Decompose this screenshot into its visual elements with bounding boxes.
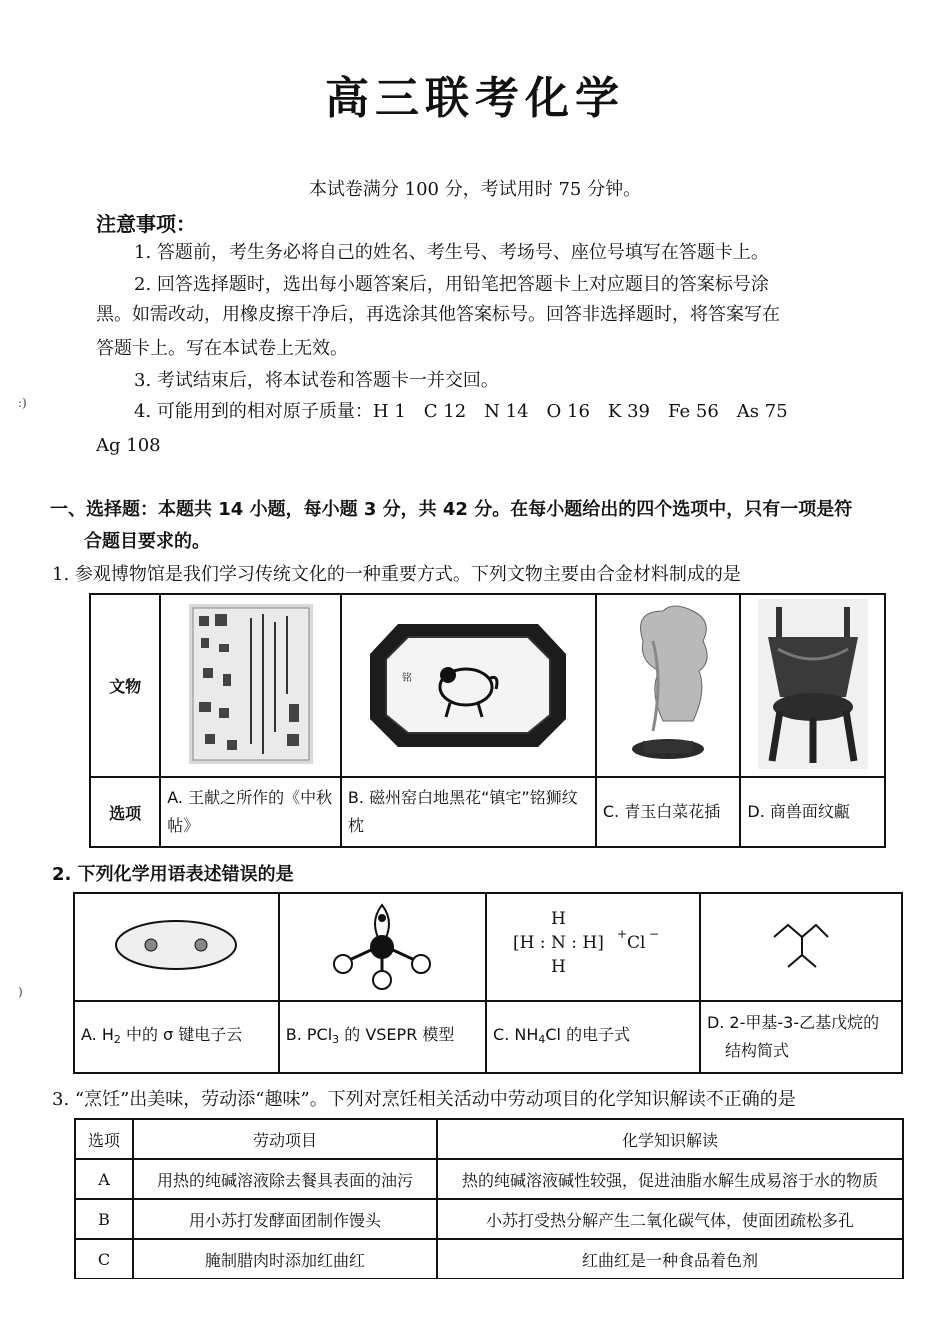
q2-option-d-text: D. 2-甲基-3-乙基戊烷的 bbox=[706, 1013, 880, 1032]
svg-text:铭: 铭 bbox=[402, 672, 413, 684]
lewis-cl-charge: − bbox=[648, 927, 660, 941]
q1-option-b: B. 磁州窑白地黑花“镇宅”铭狮纹枕 bbox=[341, 777, 596, 847]
page-title: 高三联考化学 bbox=[325, 73, 625, 124]
subscript: 2 bbox=[113, 1032, 121, 1046]
note-item-2-end: 答题卡上。写在本试卷上无效。 bbox=[96, 338, 348, 359]
q2-option-a-text: 中的 σ 键电子云 bbox=[120, 1024, 243, 1044]
q2-option-c-text: C. NH bbox=[493, 1024, 539, 1044]
q1-stem: 1. 参观博物馆是我们学习传统文化的一种重要方式。下列文物主要由合金材料制成的是 bbox=[52, 564, 741, 585]
q3-cell: 热的纯碱溶液碱性较强，促进油脂水解生成易溶于水的物质 bbox=[437, 1159, 903, 1199]
note-item-3: 3. 考试结束后，将本试卷和答题卡一并交回。 bbox=[134, 370, 499, 391]
notes-heading: 注意事项： bbox=[96, 212, 196, 236]
q3-stem-text: 3. “烹饪”出美味，劳动添“趣味”。下列对烹饪相关活动中劳动项目的化学知识解读不正确的是 bbox=[52, 1089, 796, 1110]
note-item-1: 1. 答题前，考生务必将自己的姓名、考生号、考场号、座位号填写在答题卡上。 bbox=[134, 242, 769, 263]
q2-lewis-structure bbox=[486, 893, 700, 1001]
q1-table bbox=[89, 593, 886, 848]
q2-image-b bbox=[279, 893, 486, 1001]
q3-cell: B bbox=[75, 1199, 133, 1239]
section-heading bbox=[50, 494, 920, 558]
sigma-bond-cloud-image bbox=[111, 917, 241, 973]
q2-option-d-text: 结构简式 bbox=[724, 1041, 789, 1060]
q3-cell: 腌制腊肉时添加红曲红 bbox=[133, 1239, 437, 1279]
section-heading-line: 合题目要求的。 bbox=[84, 531, 210, 552]
q3-cell: 用热的纯碱溶液除去餐具表面的油污 bbox=[133, 1159, 437, 1199]
q2-stem: 2. 下列化学用语表述错误的是 bbox=[52, 864, 294, 885]
q2-option-b-text: 的 VSEPR 模型 bbox=[339, 1024, 455, 1044]
q1-image-b bbox=[341, 594, 596, 777]
lewis-core: [H : N : H] bbox=[512, 933, 604, 953]
q2-option-b-text: B. PCl bbox=[285, 1024, 333, 1044]
note-item-2-cont: 黑。如需改动，用橡皮擦干净后，再选涂其他答案标号。回答非选择题时，将答案写在 bbox=[96, 304, 780, 325]
q3-header-option: 选项 bbox=[75, 1119, 133, 1159]
q3-cell: 用小苏打发酵面团制作馒头 bbox=[133, 1199, 437, 1239]
q1-option-c: C. 青玉白菜花插 bbox=[596, 777, 741, 847]
q2-option-b bbox=[279, 1001, 486, 1073]
q3-cell: 小苏打受热分解产生二氧化碳气体，使面团疏松多孔 bbox=[437, 1199, 903, 1239]
q2-option-c-text: Cl 的电子式 bbox=[545, 1024, 631, 1044]
table-row bbox=[75, 1239, 903, 1279]
exam-info: 本试卷满分 100 分，考试用时 75 分钟。 bbox=[308, 179, 642, 200]
lewis-charge: + bbox=[616, 927, 628, 941]
q2-option-c bbox=[486, 1001, 700, 1073]
section-heading-line: 一、选择题：本题共 14 小题，每小题 3 分，共 42 分。在每小题给出的四个选项中，只有一项是符 bbox=[50, 499, 853, 520]
bronze-vessel-image bbox=[758, 599, 868, 769]
page-cut-edge bbox=[0, 1279, 950, 1344]
q1-image-c bbox=[596, 594, 741, 777]
note-item-4-cont: Ag 108 bbox=[96, 435, 161, 456]
q1-option-d: D. 商兽面纹甗 bbox=[740, 777, 885, 847]
calligraphy-scroll-image bbox=[189, 604, 313, 764]
q3-header-knowledge: 化学知识解读 bbox=[437, 1119, 903, 1159]
porcelain-pillow-image bbox=[368, 619, 568, 749]
q3-cell: A bbox=[75, 1159, 133, 1199]
q2-option-a-text: A. H bbox=[81, 1024, 114, 1044]
q2-image-a bbox=[74, 893, 279, 1001]
margin-mark: ) bbox=[18, 985, 23, 999]
skeletal-formula-image bbox=[766, 915, 836, 975]
q3-stem bbox=[52, 1085, 796, 1111]
q3-header-activity: 劳动项目 bbox=[133, 1119, 437, 1159]
subscript: 4 bbox=[538, 1032, 546, 1046]
lewis-cl: Cl bbox=[626, 933, 646, 953]
q3-cell: C bbox=[75, 1239, 133, 1279]
q2-table bbox=[73, 892, 903, 1074]
table-row bbox=[75, 1199, 903, 1239]
jade-cabbage-image bbox=[623, 601, 713, 766]
q3-cell: 红曲红是一种食品着色剂 bbox=[437, 1239, 903, 1279]
table-row bbox=[75, 1159, 903, 1199]
q2-image-d bbox=[700, 893, 902, 1001]
q2-option-a bbox=[74, 1001, 279, 1073]
vsepr-model-image bbox=[327, 900, 437, 990]
subscript: 3 bbox=[332, 1032, 340, 1046]
q1-row-label-artifact: 文物 bbox=[90, 594, 160, 777]
note-item-2: 2. 回答选择题时，选出每小题答案后，用铅笔把答题卡上对应题目的答案标号涂 bbox=[134, 274, 769, 295]
q2-option-d bbox=[700, 1001, 902, 1073]
q1-row-label-option: 选项 bbox=[90, 777, 160, 847]
q1-image-a bbox=[160, 594, 341, 777]
margin-mark: :) bbox=[18, 396, 27, 410]
lewis-h-bottom: H bbox=[550, 957, 566, 977]
lewis-h-top: H bbox=[550, 909, 566, 929]
note-item-4: 4. 可能用到的相对原子质量：H 1 C 12 N 14 O 16 K 39 Fe 56 As 75 bbox=[134, 401, 788, 422]
q1-image-d bbox=[740, 594, 885, 777]
q1-option-a: A. 王献之所作的《中秋帖》 bbox=[160, 777, 341, 847]
